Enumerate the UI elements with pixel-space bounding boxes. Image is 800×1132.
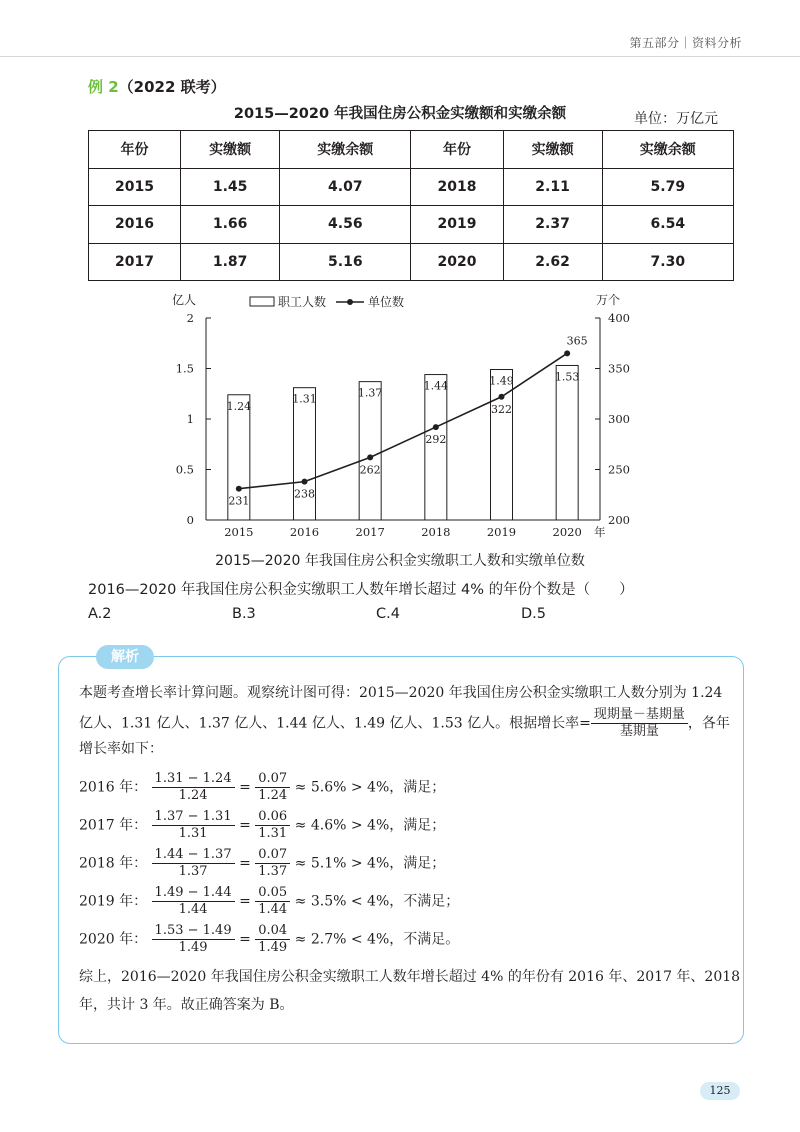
table-cell: 2018 (411, 168, 503, 206)
calc-fraction (152, 771, 235, 804)
equals-sign: = (239, 931, 251, 948)
table-row (89, 206, 734, 244)
legend-bar-swatch (250, 297, 274, 306)
calc-line (79, 771, 445, 811)
legend-line-marker (347, 299, 353, 305)
fraction-denominator: 1.49 (178, 940, 208, 955)
fraction-denominator: 1.37 (178, 864, 208, 879)
table-cell: 2019 (411, 206, 503, 244)
line-point (302, 479, 308, 485)
x-tick-label: 2019 (486, 525, 517, 539)
example-tag: 例 2 (88, 78, 119, 96)
left-tick-label: 0 (186, 513, 194, 527)
calc-fraction (255, 923, 290, 956)
bar (556, 365, 578, 520)
chart-caption: 2015—2020 年我国住房公积金实缴职工人数和实缴单位数 (215, 553, 585, 569)
fraction-numerator: 1.49 − 1.44 (152, 885, 235, 902)
left-tick-label: 1 (186, 412, 194, 426)
fraction-denominator: 1.44 (258, 902, 288, 917)
page-number: 125 (700, 1082, 740, 1100)
analysis-box (58, 656, 744, 1044)
option-d: D.5 (521, 606, 546, 622)
fraction-denominator: 1.24 (178, 788, 208, 803)
conclusion-line: 综上，2016—2020 年我国住房公积金实缴职工人数年增长超过 4% 的年份有 2016 年、2017 年、2018 (79, 969, 741, 985)
fraction-numerator: 0.05 (255, 885, 290, 902)
right-tick-label: 400 (608, 311, 630, 325)
calc-line (79, 923, 459, 963)
calc-fraction (255, 885, 290, 918)
table-header-cell: 实缴余额 (280, 131, 411, 169)
line-point (236, 486, 242, 492)
right-tick-label: 200 (608, 513, 630, 527)
formula-numerator: 现期量－基期量 (591, 707, 688, 724)
table-title: 2015—2020 年我国住房公积金实缴额和实缴余额 (233, 106, 567, 122)
line-point (433, 424, 439, 430)
fraction-denominator: 1.31 (178, 826, 208, 841)
equals-sign: = (239, 779, 251, 796)
fraction-numerator: 1.44 − 1.37 (152, 847, 235, 864)
x-tick-label: 2016 (289, 525, 320, 539)
bar-value-label: 1.44 (423, 379, 449, 393)
table-cell: 1.45 (181, 168, 280, 206)
line-value-label: 231 (228, 494, 250, 508)
section-header: 第五部分｜资料分析 (629, 36, 742, 50)
bar-value-label: 1.31 (292, 392, 317, 406)
calc-result: ≈ 4.6% > 4%，满足； (294, 817, 446, 834)
legend-line-label: 单位数 (368, 295, 405, 309)
calc-year: 2016 年： (79, 779, 148, 796)
table-header-cell: 年份 (411, 131, 503, 169)
calc-line (79, 885, 459, 925)
analysis-line (79, 707, 730, 739)
calc-year: 2020 年： (79, 931, 148, 948)
x-tick-label: 2015 (224, 525, 254, 539)
line-value-label: 322 (491, 402, 512, 416)
bar-value-label: 1.53 (554, 370, 580, 384)
table-cell: 2020 (411, 243, 503, 281)
right-tick-label: 250 (608, 462, 630, 477)
fraction-denominator: 1.24 (258, 788, 288, 803)
legend-bar-label: 职工人数 (278, 295, 327, 309)
fraction-numerator: 0.07 (255, 847, 290, 864)
line-value-label: 238 (294, 487, 315, 501)
option-a: A.2 (88, 606, 112, 622)
x-axis-suffix: 年 (594, 525, 606, 539)
calc-fraction (255, 847, 290, 880)
fraction-numerator: 0.07 (255, 771, 290, 788)
calc-line (79, 809, 445, 849)
table-unit: 单位：万亿元 (634, 111, 718, 127)
chart-svg (160, 288, 650, 548)
equals-sign: = (239, 893, 251, 910)
table-cell: 6.54 (602, 206, 733, 244)
table-cell: 5.79 (602, 168, 733, 206)
x-tick-label: 2018 (421, 525, 451, 539)
calc-fraction (152, 847, 235, 880)
analysis-line: 增长率如下： (79, 741, 163, 757)
right-tick-label: 300 (608, 412, 630, 426)
table-cell: 1.87 (181, 243, 280, 281)
fraction-denominator: 1.37 (258, 864, 288, 879)
fraction-denominator: 1.31 (258, 826, 288, 841)
table-cell: 2.11 (503, 168, 602, 206)
option-b: B.3 (232, 606, 256, 622)
table-cell: 7.30 (602, 243, 733, 281)
table-cell: 2017 (89, 243, 181, 281)
calc-line (79, 847, 445, 887)
analysis-line: 本题考查增长率计算问题。观察统计图可得：2015—2020 年我国住房公积金实缴职工人数分别为 1.24 (79, 685, 723, 701)
header-divider (0, 56, 800, 57)
calc-fraction (152, 885, 235, 918)
table-cell: 2016 (89, 206, 181, 244)
calc-block (79, 763, 727, 963)
fraction-denominator: 1.49 (258, 940, 288, 955)
question-text: 2016—2020 年我国住房公积金实缴职工人数年增长超过 4% 的年份个数是（ ） (88, 582, 634, 598)
calc-fraction (255, 809, 290, 842)
example-source: （2022 联考） (118, 78, 226, 96)
calc-fraction (255, 771, 290, 804)
calc-result: ≈ 2.7% < 4%，不满足。 (294, 931, 460, 948)
bar-value-label: 1.49 (489, 374, 514, 388)
table-cell: 5.16 (280, 243, 411, 281)
calc-result: ≈ 5.1% > 4%，满足； (294, 855, 446, 872)
bar-value-label: 1.37 (357, 386, 383, 400)
table-cell: 2.62 (503, 243, 602, 281)
left-tick-label: 1.5 (175, 361, 194, 376)
left-axis-unit: 亿人 (171, 293, 197, 307)
x-tick-label: 2017 (355, 525, 385, 539)
analysis-text: 亿人、1.31 亿人、1.37 亿人、1.44 亿人、1.49 亿人、1.53 亿人。根据增长率= (79, 715, 591, 732)
line-value-label: 292 (425, 433, 447, 447)
line-value-label: 365 (566, 334, 588, 348)
example-heading (88, 76, 226, 97)
calc-result: ≈ 3.5% < 4%，不满足； (294, 893, 460, 910)
fraction-denominator: 1.44 (178, 902, 208, 917)
table-cell: 2.37 (503, 206, 602, 244)
bar-value-label: 1.24 (226, 399, 252, 413)
equals-sign: = (239, 817, 251, 834)
bar (425, 375, 447, 520)
table-row (89, 243, 734, 281)
analysis-text: ，各年 (687, 715, 730, 732)
line-point (564, 350, 570, 356)
right-axis-unit: 万个 (595, 293, 621, 307)
table-cell: 2015 (89, 168, 181, 206)
line-point (499, 394, 505, 400)
option-c: C.4 (376, 606, 400, 622)
calc-fraction (152, 923, 235, 956)
calc-year: 2017 年： (79, 817, 148, 834)
table-header-cell: 实缴余额 (602, 131, 733, 169)
fraction-numerator: 1.31 − 1.24 (152, 771, 235, 788)
table-header-row (89, 131, 734, 169)
analysis-content (79, 679, 741, 1019)
calc-year: 2019 年： (79, 893, 148, 910)
calc-result: ≈ 5.6% > 4%，满足； (294, 779, 446, 796)
equals-sign: = (239, 855, 251, 872)
formula-denominator: 基期量 (619, 724, 659, 739)
analysis-tab: 解析 (96, 645, 154, 669)
table-cell: 4.56 (280, 206, 411, 244)
table-cell: 1.66 (181, 206, 280, 244)
table-header-cell: 实缴额 (181, 131, 280, 169)
fraction-numerator: 1.37 − 1.31 (152, 809, 235, 826)
fraction-numerator: 1.53 − 1.49 (152, 923, 235, 940)
line-value-label: 262 (359, 463, 381, 477)
series-line (239, 353, 567, 488)
table-header-cell: 实缴额 (503, 131, 602, 169)
table-row (89, 168, 734, 206)
right-tick-label: 350 (608, 361, 630, 376)
line-point (367, 454, 373, 460)
calc-year: 2018 年： (79, 855, 148, 872)
data-table (88, 130, 734, 281)
calc-fraction (152, 809, 235, 842)
combo-chart (160, 288, 650, 578)
table-cell: 4.07 (280, 168, 411, 206)
left-tick-label: 0.5 (175, 462, 194, 477)
bar (359, 382, 381, 520)
x-tick-label: 2020 (552, 525, 582, 539)
fraction-numerator: 0.06 (255, 809, 290, 826)
answer-options (88, 606, 688, 626)
conclusion-line: 年，共计 3 年。故正确答案为 B。 (79, 997, 294, 1013)
table-header-cell: 年份 (89, 131, 181, 169)
fraction-numerator: 0.04 (255, 923, 290, 940)
left-tick-label: 2 (186, 311, 194, 325)
